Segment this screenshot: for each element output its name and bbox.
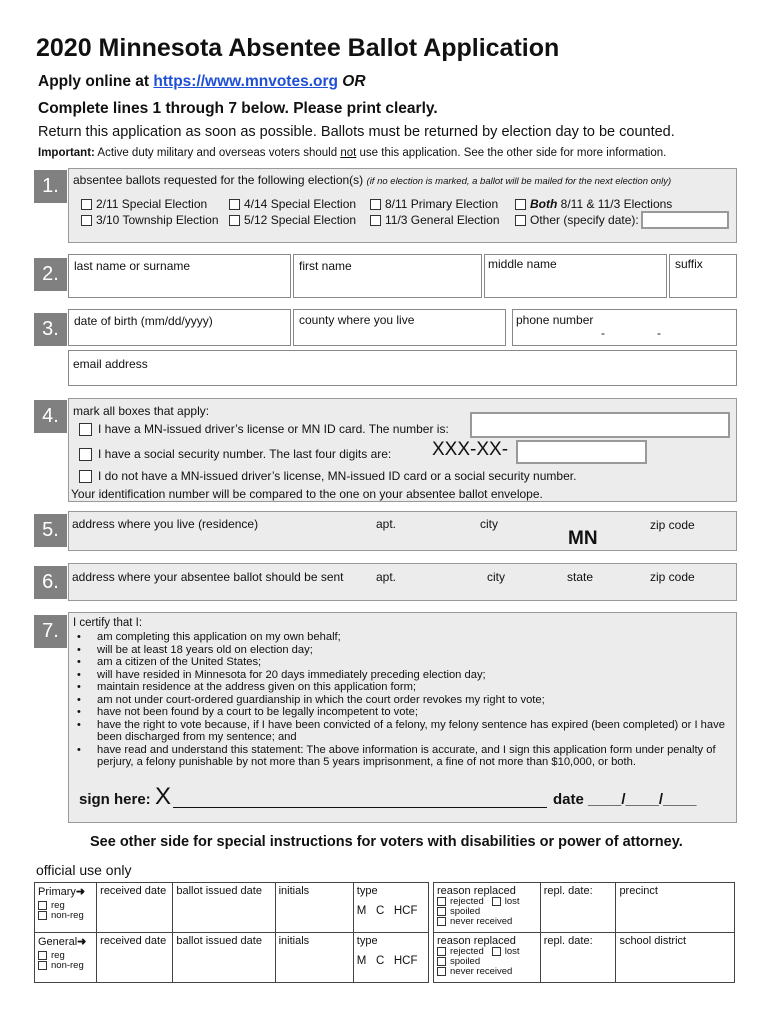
section-3-number: 3.	[34, 313, 67, 346]
county-field[interactable]: county where you live	[293, 309, 506, 346]
official-table-left	[34, 882, 429, 983]
list-item: • have not been found by a court to be legally incompetent to vote;	[97, 706, 747, 719]
ssn-prefix: XXX-XX-	[432, 439, 509, 460]
list-item: • will have resided in Minnesota for 20 days immediately preceding election day;	[97, 669, 747, 682]
ssn-last-four-input[interactable]	[516, 440, 647, 464]
option-other[interactable]: Other (specify date):	[515, 213, 639, 227]
table-row: Primary➜ reg non-reg received date ballot issued date initials type M C HCF	[35, 883, 429, 933]
other-date-input[interactable]	[641, 211, 729, 229]
official-use-title: official use only	[36, 862, 132, 878]
email-field[interactable]: email address	[68, 350, 737, 386]
section-5-number: 5.	[34, 514, 67, 547]
special-instructions-note: See other side for special instructions for voters with disabilities or power of attorney.	[90, 834, 683, 850]
option-drivers-license[interactable]: I have a MN-issued driver’s license or MN ID card. The number is:	[79, 422, 449, 436]
instructions: Complete lines 1 through 7 below. Please print clearly.	[38, 100, 438, 117]
option-4-14[interactable]: 4/14 Special Election	[229, 197, 356, 211]
list-item: • have the right to vote because, if I have been convicted of a felony, my felony sentence has expired (been completed) or I have been discharged from my sentence; and	[97, 719, 747, 744]
option-11-3[interactable]: 11/3 General Election	[370, 213, 500, 227]
residence-address-field[interactable]: address where you live (residence) apt. city MN zip code	[68, 511, 737, 551]
license-number-input[interactable]	[470, 412, 730, 438]
mnvotes-link[interactable]: https://www.mnvotes.org	[153, 73, 338, 90]
phone-dash: -	[601, 326, 605, 340]
state-mn: MN	[568, 528, 598, 549]
option-5-12[interactable]: 5/12 Special Election	[229, 213, 356, 227]
return-note: Return this application as soon as possible. Ballots must be returned by election day to be counted.	[38, 124, 675, 140]
phone-dash: -	[657, 326, 661, 340]
list-item: • am not under court-ordered guardianship in which the court order revokes my right to vote;	[97, 694, 747, 707]
list-item: • have read and understand this statement: The above information is accurate, and I sign this application form under penalty of perjury, a felony punishable by not more than 5 years imprisonment, a fine of not more than $10,000, or both.	[97, 744, 747, 769]
section-6-number: 6.	[34, 566, 67, 599]
section-7-number: 7.	[34, 615, 67, 648]
section-1-panel	[68, 168, 737, 243]
election-label: absentee ballots requested for the following election(s) (if no election is marked, a ballot will be mailed for the next election only)	[73, 173, 672, 187]
option-8-11[interactable]: 8/11 Primary Election	[370, 197, 498, 211]
suffix-field[interactable]: suffix	[669, 254, 737, 298]
important-note: Important: Active duty military and overseas voters should not use this application. See the other side for more information.	[38, 147, 667, 159]
id-note: Your identification number will be compared to the one on your absentee ballot envelope.	[71, 487, 543, 501]
section-7-panel	[68, 612, 737, 823]
sign-date[interactable]: date ____/____/____	[553, 791, 697, 808]
certify-intro: I certify that I:	[73, 617, 143, 629]
last-name-field[interactable]: last name or surname	[68, 254, 291, 298]
first-name-field[interactable]: first name	[293, 254, 482, 298]
apply-online-line: Apply online at https://www.mnvotes.org OR	[38, 73, 366, 90]
table-row: reason replaced rejected lost spoiled never received repl. date: precinct	[434, 883, 735, 933]
option-3-10[interactable]: 3/10 Township Election	[81, 213, 219, 227]
sign-x: X	[155, 783, 172, 810]
official-table-right	[433, 882, 735, 983]
list-item: • am completing this application on my own behalf;	[97, 631, 747, 644]
signature-line[interactable]	[173, 807, 547, 808]
list-item: • am a citizen of the United States;	[97, 656, 747, 669]
option-both[interactable]: Both 8/11 & 11/3 Elections	[515, 197, 672, 211]
option-no-id[interactable]: I do not have a MN-issued driver’s license, MN-issued ID card or a social security number.	[79, 469, 576, 483]
list-item: • maintain residence at the address given on this application form;	[97, 681, 747, 694]
certify-list	[73, 631, 747, 769]
option-2-11[interactable]: 2/11 Special Election	[81, 197, 207, 211]
section-4-number: 4.	[34, 400, 67, 433]
section-4-panel: mark all boxes that apply: I have a MN-issued driver’s license or MN ID card. The number is: I have a social security number. The last four digits are: XXX-XX- I do not have a MN-issued driver’s license, MN-issued ID card or a social security number. Your identification number will be compared to the one on your absentee ballot envelope.	[68, 398, 737, 502]
middle-name-field[interactable]: middle name	[484, 254, 667, 298]
dob-field[interactable]: date of birth (mm/dd/yyyy)	[68, 309, 291, 346]
phone-field[interactable]: phone number - -	[512, 309, 737, 346]
mailing-address-field[interactable]: address where your absentee ballot should be sent apt. city state zip code	[68, 563, 737, 601]
section-2-number: 2.	[34, 258, 67, 291]
sign-label: sign here:	[79, 791, 151, 808]
page-title: 2020 Minnesota Absentee Ballot Application	[36, 34, 560, 62]
section-1-number: 1.	[34, 170, 67, 203]
list-item: • will be at least 18 years old on election day;	[97, 644, 747, 657]
option-ssn[interactable]: I have a social security number. The last four digits are:	[79, 447, 391, 461]
table-row: reason replaced rejected lost spoiled never received repl. date: school district	[434, 933, 735, 983]
table-row: General➜ reg non-reg received date ballot issued date initials type M C HCF	[35, 933, 429, 983]
